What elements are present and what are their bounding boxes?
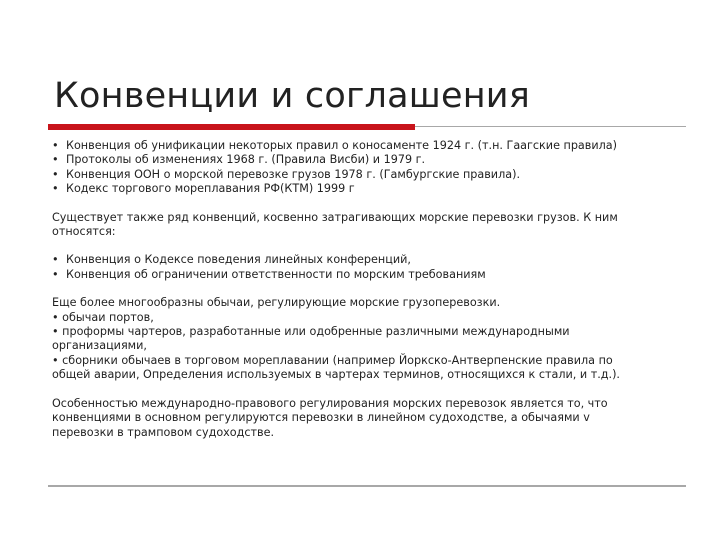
paragraph-line: • сборники обычаев в торговом мореплавании (например Йоркско-Антверпенские правила по	[52, 353, 613, 367]
paragraph-line: Существует также ряд конвенций, косвенно затрагивающих морские перевозки грузов. К ним	[52, 210, 618, 224]
list-item-text: Протоколы об изменениях 1968 г. (Правила Висби) и 1979 г.	[66, 153, 426, 167]
bottom-divider-line	[48, 485, 686, 487]
bullet-icon: •	[52, 267, 59, 281]
list-item-text: Конвенция о Кодексе поведения линейных конференций,	[66, 253, 411, 267]
paragraph-line: организациями,	[52, 339, 147, 353]
list-item	[52, 182, 680, 196]
paragraph-line: • обычаи портов,	[52, 310, 154, 324]
paragraph-line: конвенциями в основном регулируются перевозки в линейном судоходстве, а обычаями v	[52, 411, 590, 425]
list-item-text: Конвенция об ограничении ответственности по морским требованиям	[66, 267, 486, 281]
list-item-text: Конвенция ООН о морской перевозке грузов 1978 г. (Гамбургские правила).	[66, 167, 521, 181]
indirect-conventions-intro	[52, 211, 680, 240]
bullet-icon: •	[52, 153, 59, 167]
customs-paragraph	[52, 296, 680, 382]
paragraph-line: Особенностью международно-правового регулирования морских перевозок является то, что	[52, 396, 608, 410]
slide-body	[52, 139, 680, 440]
list-item	[52, 153, 680, 167]
paragraph-line: общей аварии, Определения используемых в чартерах терминов, относящихся к стали, и т.д.).	[52, 368, 620, 382]
paragraph-line: перевозки в трамповом судоходстве.	[52, 425, 275, 439]
conventions-list	[52, 139, 680, 197]
bullet-icon: •	[52, 253, 59, 267]
bullet-icon: •	[52, 182, 59, 196]
regulation-feature-paragraph	[52, 397, 680, 440]
list-item-text: Кодекс торгового мореплавания РФ(КТМ) 1999 г	[66, 182, 355, 196]
bullet-icon: •	[52, 167, 59, 181]
indirect-conventions-list	[52, 253, 680, 282]
list-item	[52, 253, 680, 267]
paragraph-line: Еще более многообразны обычаи, регулирующие морские грузоперевозки.	[52, 296, 501, 310]
list-item-text: Конвенция об унификации некоторых правил о коносаменте 1924 г. (т.н. Гаагские правила)	[66, 139, 618, 152]
paragraph-line: относятся:	[52, 225, 116, 239]
list-item	[52, 139, 680, 153]
title-accent-bar	[48, 124, 415, 130]
list-item	[52, 168, 680, 182]
paragraph-line: • проформы чартеров, разработанные или одобренные различными международными	[52, 325, 570, 339]
list-item	[52, 268, 680, 282]
bullet-icon: •	[52, 139, 59, 152]
slide-title: Конвенции и соглашения	[54, 76, 531, 116]
